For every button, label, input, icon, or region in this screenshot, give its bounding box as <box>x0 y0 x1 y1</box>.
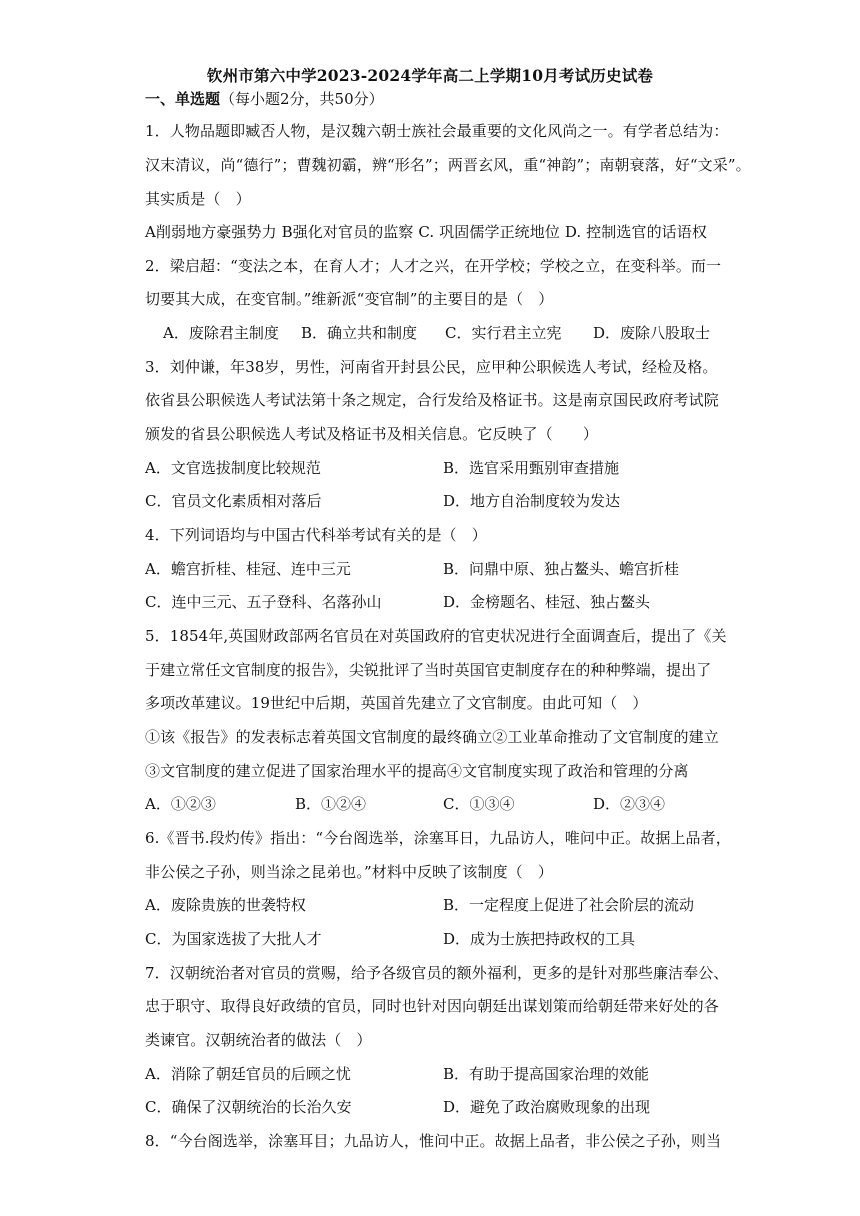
q7-line-2: 忠于职守、取得良好政绩的官员，同时也针对因向朝廷出谋划策而给朝廷带来好处的各 <box>145 997 719 1015</box>
q2-line-2: 切要其大成，在变官制。”维新派“变官制”的主要目的是（ ） <box>145 290 554 308</box>
q5-line-3: 多项改革建议。19世纪中后期，英国首先建立了文官制度。由此可知（ ） <box>145 694 648 712</box>
section-label: 一、单选题 <box>145 90 221 108</box>
section-heading <box>145 88 384 109</box>
q1-line-1: 1．人物品题即臧否人物，是汉魏六朝士族社会最重要的文化风尚之一。有学者总结为： <box>145 122 729 140</box>
q4-option-c: C．连中三元、五子登科、名落孙山 <box>145 593 382 611</box>
q7-option-b: B．有助于提高国家治理的效能 <box>443 1065 650 1083</box>
q5-option-a: A．①②③ <box>145 795 216 813</box>
q5-line-4: ①该《报告》的发表标志着英国文官制度的最终确立②工业革命推动了文官制度的建立 <box>145 728 719 746</box>
q5-line-1: 5．1854年,英国财政部两名官员在对英国政府的官吏状况进行全面调查后，提出了《关 <box>145 627 727 645</box>
q6-options-row-1 <box>145 894 720 914</box>
q2-line-1: 2．梁启超：“变法之本，在育人才；人才之兴，在开学校；学校之立，在变科举。而一 <box>145 257 722 275</box>
q5-option-b: B．①②④ <box>295 795 367 813</box>
q1-line-3: 其实质是（ ） <box>145 190 251 208</box>
q2-option-d: D．废除八股取士 <box>593 324 711 342</box>
q4-options-row-1 <box>145 558 720 578</box>
q2-option-c: C．实行君主立宪 <box>445 324 562 342</box>
q3-options-row-1 <box>145 457 720 477</box>
q1-line-2: 汉末清议，尚“德行”；曹魏初霸，辨“形名”；两晋玄风，重“神韵”；南朝衰落，好“文采”。 <box>145 156 751 174</box>
q4-option-b: B．问鼎中原、独占鳌头、蟾宫折桂 <box>443 560 680 578</box>
q6-option-c: C．为国家选拔了大批人才 <box>145 930 322 948</box>
q4-options-row-2 <box>145 591 720 611</box>
q6-line-1: 6.《晋书.段灼传》指出：“今台阁选举，涂塞耳日，九品访人，唯问中正。故据上品者， <box>145 829 731 847</box>
q3-option-c: C．官员文化素质相对落后 <box>145 492 322 510</box>
q7-line-1: 7．汉朝统治者对官员的赏赐，给予各级官员的额外福利，更多的是针对那些廉洁奉公、 <box>145 964 729 982</box>
q3-line-1: 3．刘仲谦，年38岁，男性，河南省开封县公民，应甲种公职候选人考试，经检及格。 <box>145 358 718 376</box>
q1-options: A削弱地方豪强势力 B强化对官员的监察 C. 巩固儒学正统地位 D. 控制选官的话语权 <box>145 223 707 241</box>
q3-line-3: 颁发的省县公职候选人考试及格证书及相关信息。它反映了（ ） <box>145 425 599 443</box>
q7-options-row-2 <box>145 1096 720 1116</box>
q3-option-d: D．地方自治制度较为发达 <box>443 492 621 510</box>
q5-line-2: 于建立常任文官制度的报告》，尖锐批评了当时英国官吏制度存在的种种弊端，提出了 <box>145 661 712 679</box>
q7-option-d: D．避免了政治腐败现象的出现 <box>443 1098 651 1116</box>
q6-option-d: D．成为士族把持政权的工具 <box>443 930 636 948</box>
q5-line-5: ③文官制度的建立促进了国家治理水平的提高④文官制度实现了政治和管理的分离 <box>145 762 689 780</box>
q8-line-1: 8．“今台阁选举，涂塞耳目；九品访人，惟问中正。故据上品者，非公侯之子孙，则当 <box>145 1132 722 1150</box>
q6-option-b: B．一定程度上促进了社会阶层的流动 <box>443 896 695 914</box>
q5-option-d: D．②③④ <box>593 795 666 813</box>
q7-option-c: C．确保了汉朝统治的长治久安 <box>145 1098 352 1116</box>
q2-option-b: B．确立共和制度 <box>301 324 418 342</box>
q6-line-2: 非公侯之子孙，则当涂之昆弟也。”材料中反映了该制度（ ） <box>145 863 553 881</box>
q4-option-a: A．蟾宫折桂、桂冠、连中三元 <box>145 560 351 578</box>
q2-options <box>145 322 720 342</box>
q4-line-1: 4．下列词语均与中国古代科举考试有关的是（ ） <box>145 526 487 544</box>
q3-options-row-2 <box>145 490 720 510</box>
exam-title: 钦州市第六中学2023-2024学年高二上学期10月考试历史试卷 <box>206 66 654 85</box>
q6-option-a: A．废除贵族的世袭特权 <box>145 896 306 914</box>
q7-line-3: 类谏官。汉朝统治者的做法（ ） <box>145 1031 372 1049</box>
q6-options-row-2 <box>145 928 720 948</box>
q2-option-a: A．废除君主制度 <box>163 324 279 342</box>
q7-option-a: A．消除了朝廷官员的后顾之忧 <box>145 1065 351 1083</box>
q7-options-row-1 <box>145 1063 720 1083</box>
q3-option-b: B．选官采用甄别审查措施 <box>443 459 620 477</box>
q3-line-2: 依省县公职候选人考试法第十条之规定，合行发给及格证书。这是南京国民政府考试院 <box>145 391 719 409</box>
q3-option-a: A．文官选拔制度比较规范 <box>145 459 321 477</box>
section-note: （每小题2分，共50分） <box>220 90 384 108</box>
q4-option-d: D．金榜题名、桂冠、独占鳌头 <box>443 593 651 611</box>
q5-options <box>145 793 720 813</box>
q5-option-c: C．①③④ <box>443 795 515 813</box>
